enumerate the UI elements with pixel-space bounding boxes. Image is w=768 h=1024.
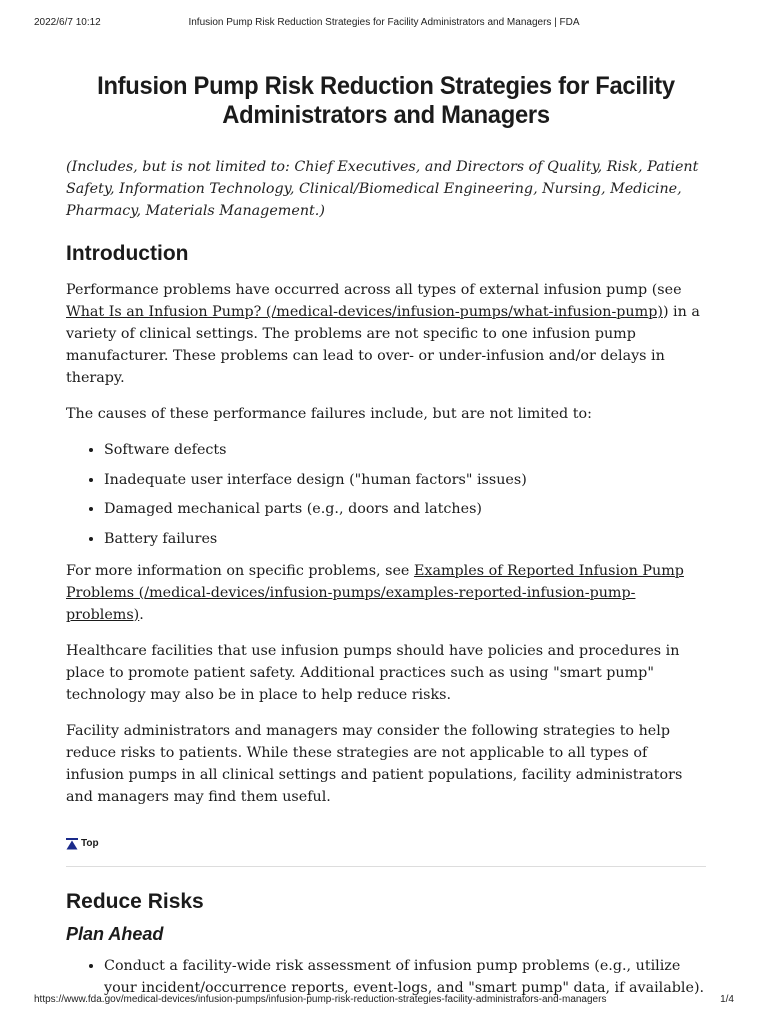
reduce-risks-heading: Reduce Risks [66, 889, 204, 913]
audience-note: (Includes, but is not limited to: Chief Executives, and Directors of Quality, Risk, Patient Safety, Information Technology, Clinical/Biomedical Engineering, Nursing, Medicine, Pharmacy, Materials Management.) [66, 159, 699, 219]
intro-p3-text-before: For more information on specific problems, see [66, 562, 414, 579]
print-page-title: Infusion Pump Risk Reduction Strategies for Facility Administrators and Managers | FDA [188, 17, 580, 28]
print-url: https://www.fda.gov/medical-devices/infusion-pumps/infusion-pump-risk-reduction-strategies-facility-administrators-and-managers [34, 994, 607, 1005]
page-title: Infusion Pump Risk Reduction Strategies for Facility Administrators and Managers [97, 72, 675, 129]
back-to-top-label: Top [81, 838, 99, 849]
list-item: • Battery failures [104, 528, 706, 550]
intro-p3-text-after: . [139, 606, 144, 623]
print-header [0, 0, 768, 40]
intro-paragraph-4: Healthcare facilities that use infusion pumps should have policies and procedures in place to promote patient safety. Additional practices such as using "smart pump" technology may also be in place to help reduce risks. [66, 642, 680, 703]
article [66, 72, 706, 1009]
list-item: • Software defects [104, 439, 706, 461]
back-to-top-link[interactable] [66, 838, 706, 850]
introduction-heading: Introduction [66, 242, 189, 265]
list-item: • Conduct a facility-wide risk assessment of infusion pump problems (e.g., utilize your incident/occurrence reports, event-logs, and "smart pump" data, if available). [104, 955, 706, 999]
page-number: 1/4 [720, 994, 734, 1005]
what-is-infusion-pump-link[interactable]: What Is an Infusion Pump? (/medical-devices/infusion-pumps/what-infusion-pump) [66, 304, 663, 320]
intro-paragraph-1 [66, 279, 706, 389]
plan-ahead-heading: Plan Ahead [66, 923, 164, 944]
intro-p1-text-after: ) in a variety of clinical settings. The problems are not specific to one infusion pump manufacturer. These problems can lead to over- or under-infusion and/or delays in therapy. [66, 304, 700, 386]
print-footer [0, 990, 768, 1010]
list-item: • Inadequate user interface design ("human factors" issues) [104, 469, 706, 491]
print-datetime: 2022/6/7 10:12 [34, 17, 101, 28]
intro-paragraph-2: The causes of these performance failures include, but are not limited to: [66, 406, 592, 422]
list-item: • Damaged mechanical parts (e.g., doors and latches) [104, 498, 706, 520]
intro-paragraph-5: Facility administrators and managers may consider the following strategies to help reduce risks to patients. While these strategies are not applicable to all types of infusion pumps in all clinical settings and patient populations, facility administrators and managers may find them useful. [66, 722, 683, 805]
reported-problems-link[interactable]: Examples of Reported Infusion Pump Problems (/medical-devices/infusion-pumps/examples-reported-infusion-pump-problems) [66, 562, 684, 623]
arrow-up-to-top-icon [66, 838, 78, 850]
causes-list [66, 439, 706, 550]
section-divider [66, 866, 706, 867]
intro-p1-text-before: Performance problems have occurred across all types of external infusion pump (see [66, 282, 682, 298]
intro-paragraph-3 [66, 560, 706, 626]
